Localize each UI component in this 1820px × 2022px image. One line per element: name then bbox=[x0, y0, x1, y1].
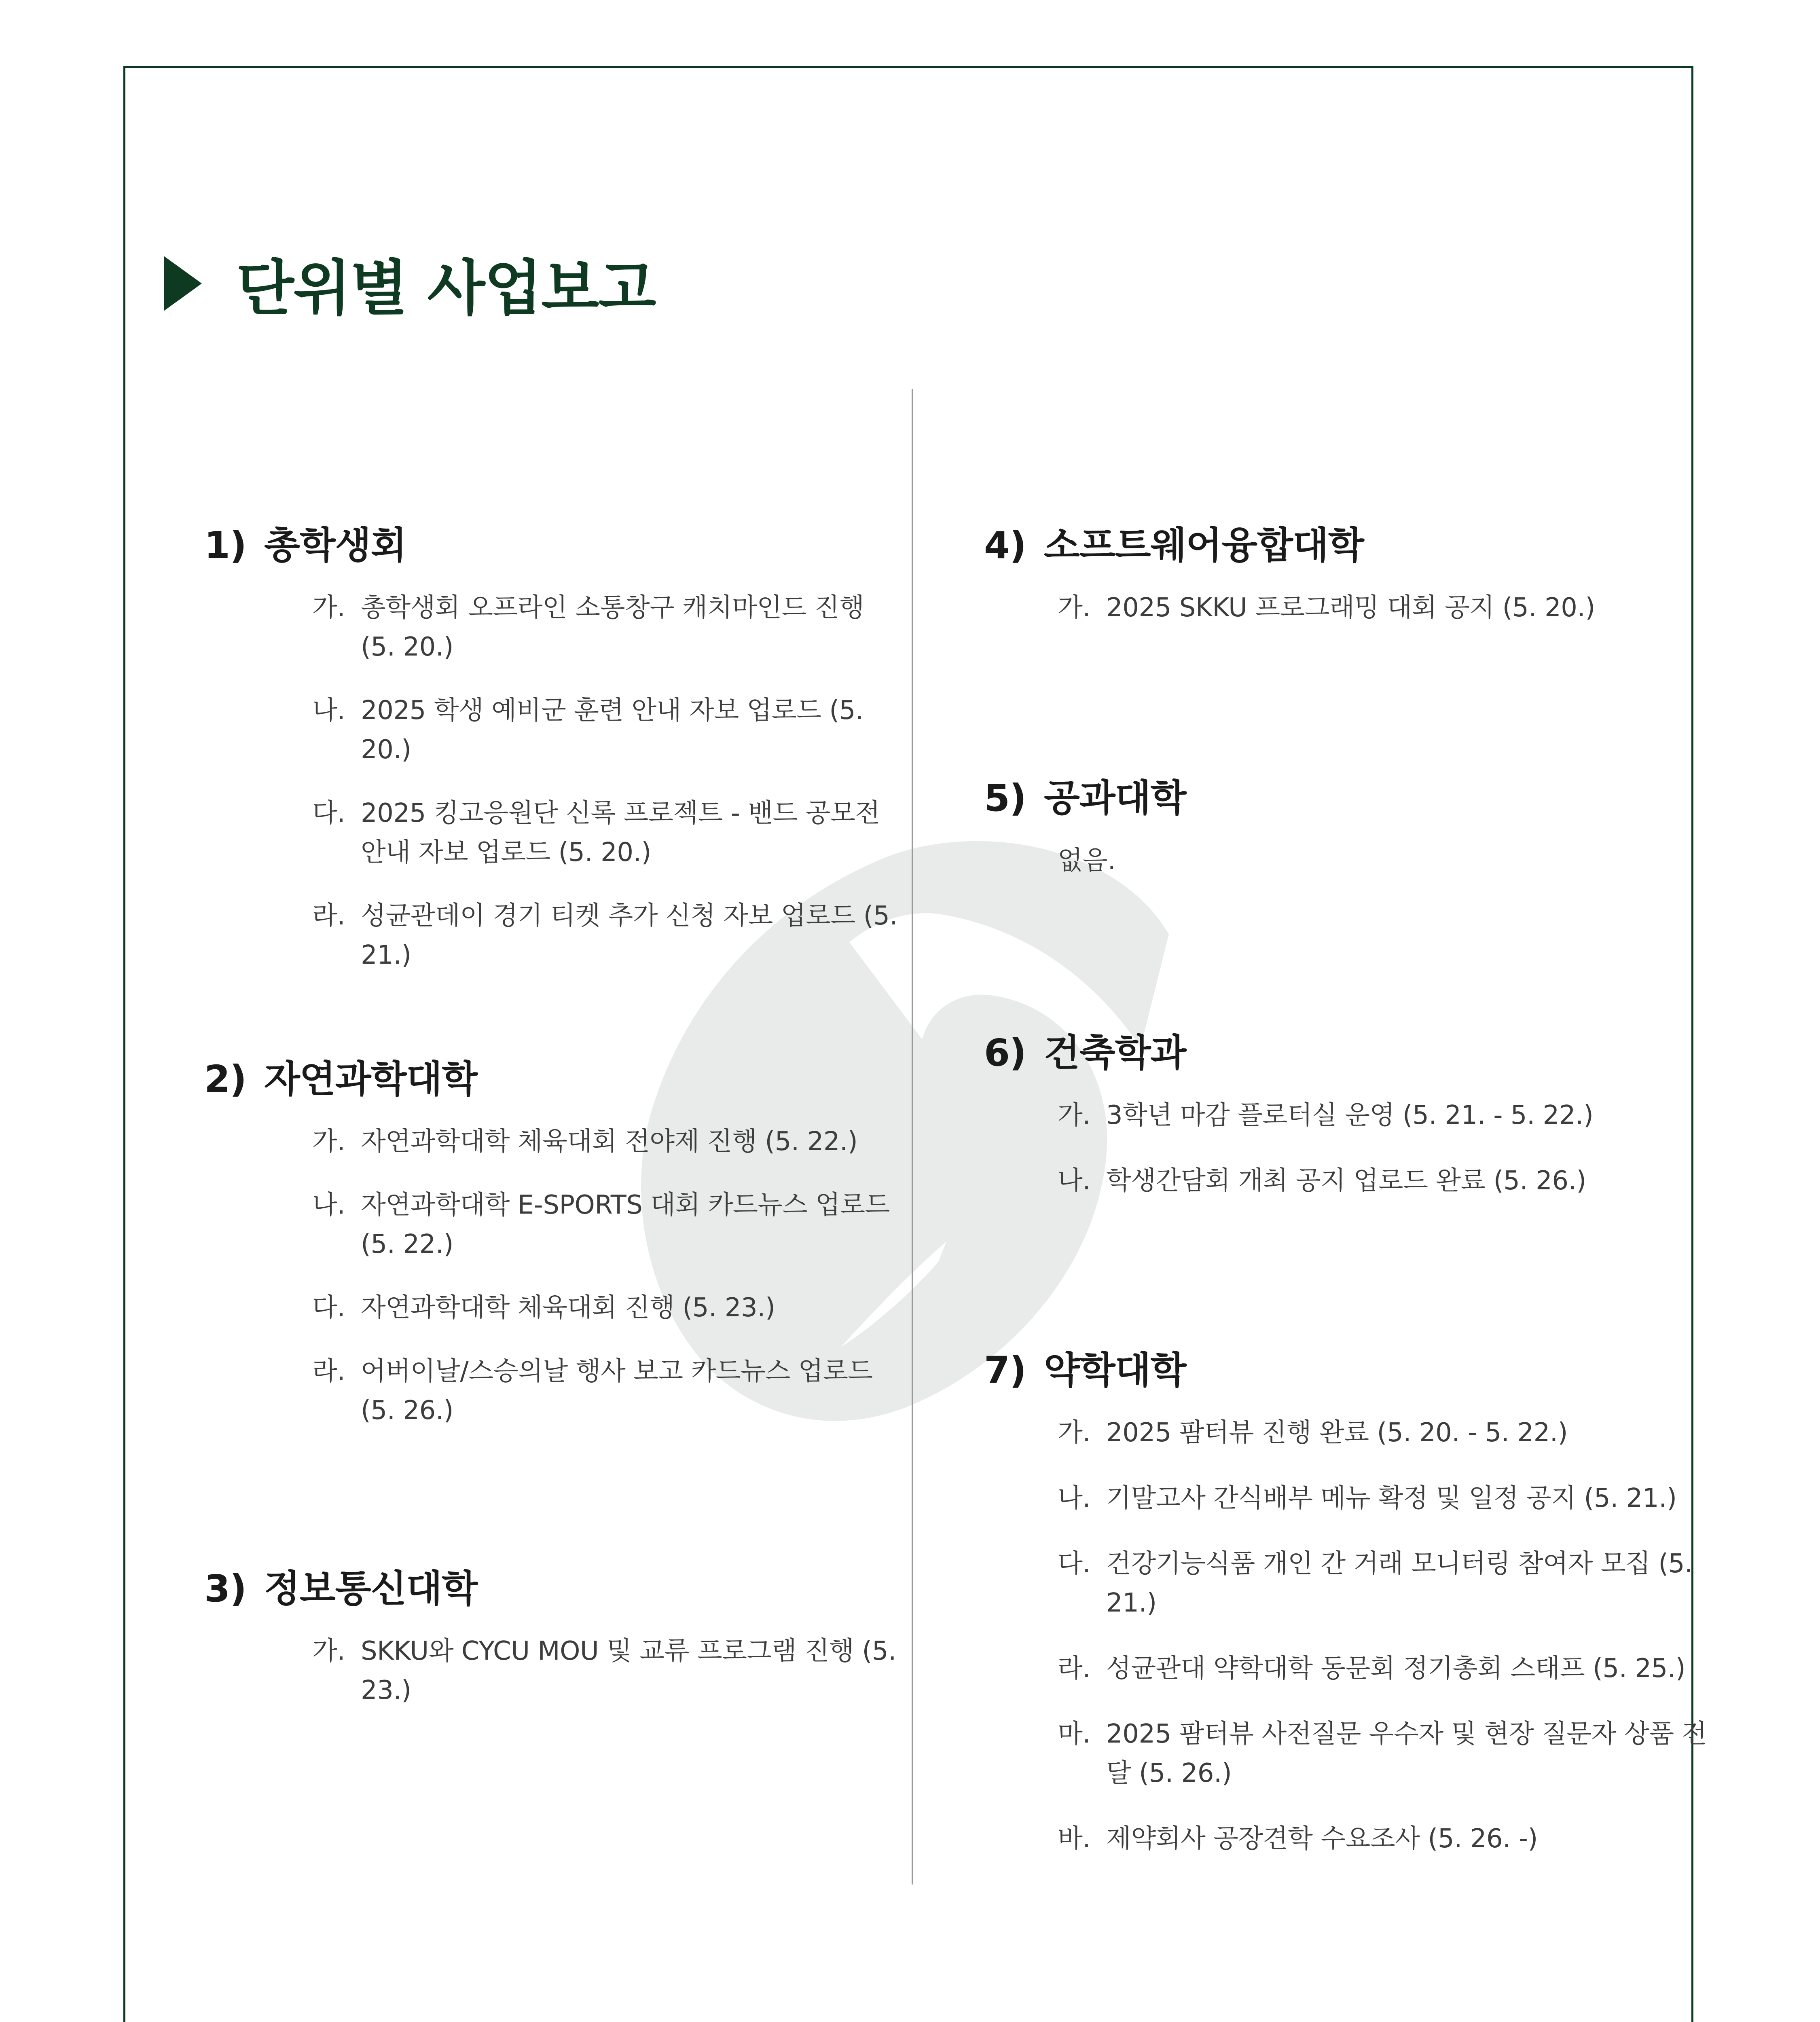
item-marker: 다. bbox=[1058, 1549, 1091, 1579]
section-title: 약학대학 bbox=[1044, 1349, 1186, 1392]
item-marker: 가. bbox=[312, 1636, 345, 1666]
item-list bbox=[984, 588, 1680, 628]
section-title: 소프트웨어융합대학 bbox=[1044, 524, 1364, 567]
list-item bbox=[312, 1122, 900, 1161]
item-text: 어버이날/스승의날 행사 보고 카드뉴스 업로드 (5. 26.) bbox=[361, 1356, 873, 1426]
item-list bbox=[984, 1096, 1680, 1201]
section-title: 정보통신대학 bbox=[264, 1567, 478, 1610]
page-title bbox=[164, 241, 655, 326]
section-number: 5) bbox=[984, 776, 1026, 820]
item-marker: 가. bbox=[312, 593, 345, 623]
item-list bbox=[204, 1632, 900, 1710]
section-heading bbox=[204, 1049, 900, 1102]
item-text: 2025 팜터뷰 진행 완료 (5. 20. - 5. 22.) bbox=[1106, 1418, 1568, 1448]
item-marker: 나. bbox=[1058, 1483, 1091, 1513]
list-item bbox=[312, 1288, 900, 1328]
item-marker: 다. bbox=[312, 1293, 345, 1323]
item-text: 성균관데이 경기 티켓 추가 신청 자보 업로드 (5. 21.) bbox=[361, 901, 898, 970]
list-item bbox=[1058, 1649, 1712, 1688]
page-title-text: 단위별 사업보고 bbox=[236, 254, 656, 323]
section-info-communication bbox=[204, 1559, 900, 1734]
item-marker: 나. bbox=[312, 696, 345, 725]
item-text: 3학년 마감 플로터실 운영 (5. 21. - 5. 22.) bbox=[1106, 1100, 1594, 1130]
list-item bbox=[1058, 1544, 1712, 1623]
section-number: 7) bbox=[984, 1349, 1026, 1392]
list-item bbox=[312, 588, 900, 667]
section-title: 공과대학 bbox=[1044, 776, 1186, 820]
item-text: 학생간담회 개최 공지 업로드 완료 (5. 26.) bbox=[1106, 1166, 1586, 1196]
title-arrow-icon bbox=[164, 256, 202, 311]
section-heading bbox=[984, 516, 1680, 568]
item-marker: 라. bbox=[312, 901, 345, 931]
no-items-text: 없음. bbox=[1058, 846, 1116, 876]
list-item bbox=[1058, 1096, 1680, 1135]
item-marker: 바. bbox=[1058, 1824, 1091, 1854]
section-title: 자연과학대학 bbox=[264, 1058, 478, 1101]
item-marker: 가. bbox=[1058, 1100, 1091, 1130]
item-marker: 마. bbox=[1058, 1719, 1091, 1749]
list-item bbox=[1058, 1819, 1712, 1859]
item-text: 기말고사 간식배부 메뉴 확정 및 일정 공지 (5. 21.) bbox=[1106, 1483, 1677, 1513]
item-text: 2025 킹고응원단 신록 프로젝트 - 밴드 공모전 안내 자보 업로드 (5. 20.) bbox=[361, 798, 880, 867]
item-marker: 나. bbox=[1058, 1166, 1091, 1196]
item-list bbox=[204, 1122, 900, 1430]
item-text: 자연과학대학 체육대회 전야제 진행 (5. 22.) bbox=[361, 1127, 858, 1157]
list-item bbox=[1058, 1161, 1680, 1201]
list-item bbox=[312, 1352, 900, 1430]
section-number: 2) bbox=[204, 1058, 247, 1101]
list-item bbox=[312, 897, 900, 975]
item-list bbox=[984, 1413, 1712, 1859]
item-text: 자연과학대학 체육대회 진행 (5. 23.) bbox=[361, 1293, 775, 1323]
list-item bbox=[312, 1186, 900, 1264]
section-number: 3) bbox=[204, 1567, 247, 1610]
item-text: 총학생회 오프라인 소통창구 캐치마인드 진행 (5. 20.) bbox=[361, 593, 864, 662]
section-number: 4) bbox=[984, 524, 1026, 567]
item-text: 2025 SKKU 프로그래밍 대회 공지 (5. 20.) bbox=[1106, 593, 1595, 623]
column-divider bbox=[912, 389, 913, 1885]
section-architecture bbox=[984, 1023, 1680, 1227]
item-text: 제약회사 공장견학 수요조사 (5. 26. -) bbox=[1106, 1824, 1538, 1854]
list-item bbox=[1058, 1413, 1712, 1453]
item-text: 자연과학대학 E-SPORTS 대회 카드뉴스 업로드 (5. 22.) bbox=[361, 1190, 890, 1259]
list-item bbox=[312, 794, 900, 872]
section-natural-sciences bbox=[204, 1049, 900, 1455]
section-number: 6) bbox=[984, 1031, 1026, 1074]
section-engineering bbox=[984, 768, 1680, 880]
section-pharmacy bbox=[984, 1341, 1712, 1885]
section-heading bbox=[204, 516, 900, 568]
list-item bbox=[1058, 1715, 1712, 1793]
list-item bbox=[312, 691, 900, 770]
item-marker: 라. bbox=[1058, 1654, 1091, 1684]
section-heading bbox=[204, 1559, 900, 1612]
item-marker: 가. bbox=[312, 1127, 345, 1157]
section-student-council bbox=[204, 516, 900, 999]
list-item bbox=[312, 1632, 900, 1710]
item-marker: 라. bbox=[312, 1356, 345, 1386]
item-marker: 나. bbox=[312, 1190, 345, 1220]
section-title: 건축학과 bbox=[1044, 1031, 1186, 1074]
item-text: 2025 학생 예비군 훈련 안내 자보 업로드 (5. 20.) bbox=[361, 696, 863, 765]
item-text: 건강기능식품 개인 간 거래 모니터링 참여자 모집 (5. 21.) bbox=[1106, 1549, 1693, 1618]
item-marker: 다. bbox=[312, 798, 345, 828]
item-list bbox=[204, 588, 900, 975]
list-item bbox=[1058, 1479, 1712, 1518]
item-text: SKKU와 CYCU MOU 및 교류 프로그램 진행 (5. 23.) bbox=[361, 1636, 896, 1705]
section-software bbox=[984, 516, 1680, 652]
list-item bbox=[1058, 588, 1680, 628]
item-text: 성균관대 약학대학 동문회 정기총회 스태프 (5. 25.) bbox=[1106, 1654, 1686, 1684]
section-title: 총학생회 bbox=[264, 524, 406, 567]
section-heading bbox=[984, 768, 1680, 821]
item-text: 2025 팜터뷰 사전질문 우수자 및 현장 질문자 상품 전달 (5. 26.) bbox=[1106, 1719, 1707, 1788]
section-heading bbox=[984, 1341, 1712, 1393]
item-marker: 가. bbox=[1058, 593, 1091, 623]
item-marker: 가. bbox=[1058, 1418, 1091, 1448]
section-heading bbox=[984, 1023, 1680, 1076]
section-number: 1) bbox=[204, 524, 247, 567]
